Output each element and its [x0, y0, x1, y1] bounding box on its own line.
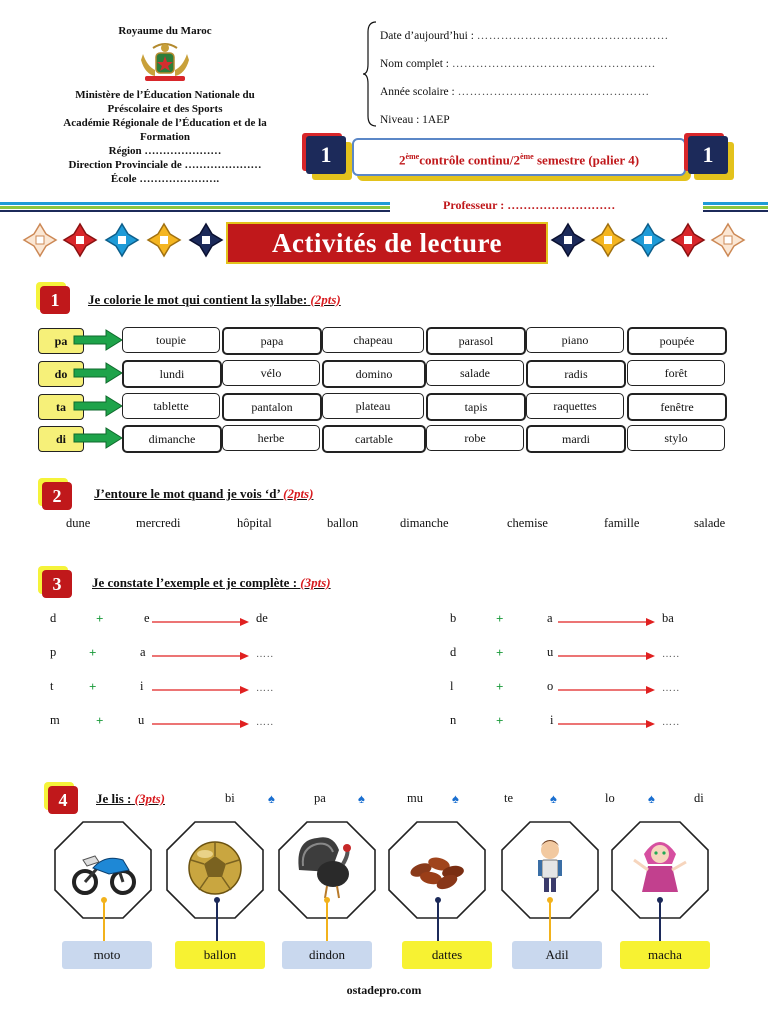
word-box[interactable]: piano	[526, 327, 624, 353]
test-number-right: 1	[688, 136, 728, 174]
consonant: m	[50, 713, 60, 727]
date-field[interactable]: …………………………………………	[476, 30, 669, 42]
section-2-title	[94, 486, 313, 502]
moroccan-emblem-icon	[135, 40, 195, 84]
vowel: e	[144, 611, 150, 625]
section-4-points: (3pts)	[134, 791, 165, 806]
consonant: d	[50, 611, 57, 625]
word-box[interactable]: robe	[426, 425, 524, 451]
read-syllable: te	[504, 791, 514, 805]
plus-sign: +	[89, 679, 97, 694]
circle-word[interactable]: hôpital	[237, 516, 272, 530]
word-label[interactable]: macha	[620, 941, 710, 969]
syllable-label: do	[38, 361, 84, 387]
connector-line	[428, 896, 448, 942]
plus-sign: +	[96, 713, 104, 728]
direction-line: Direction Provinciale de …………………	[68, 159, 262, 171]
name-label: Nom complet :	[380, 58, 449, 70]
ornament-icon	[550, 222, 586, 258]
connector-line	[207, 896, 227, 942]
vowel: u	[138, 713, 145, 727]
section-2-points: (2pts)	[283, 486, 314, 501]
answer-blank[interactable]: …..	[662, 683, 680, 694]
ornament-icon	[22, 222, 58, 258]
region-line: Région …………………	[108, 145, 222, 157]
academy-line-1: Académie Régionale de l’Éducation et de la	[63, 117, 267, 129]
read-syllable: mu	[407, 791, 423, 805]
footer-site: ostadepro.com	[346, 983, 422, 997]
word-box[interactable]: mardi	[526, 425, 626, 453]
ornament-icon	[590, 222, 626, 258]
consonant: t	[50, 679, 54, 693]
read-syllable: bi	[225, 791, 235, 805]
level-label: Niveau : 1AEP	[380, 114, 450, 126]
plus-sign: +	[496, 713, 504, 728]
red-arrow-icon	[558, 617, 656, 627]
ornament-icon	[630, 222, 666, 258]
word-box[interactable]: poupée	[627, 327, 727, 355]
plus-sign: +	[496, 679, 504, 694]
name-field[interactable]: ……………………………………………	[451, 58, 656, 70]
vowel: i	[550, 713, 554, 727]
section-3-instruction: Je constate l’exemple et je complète :	[92, 575, 298, 590]
ministry-line-1: Ministère de l’Éducation Nationale du	[75, 89, 255, 101]
banner-sup-1: ème	[405, 152, 420, 161]
consonant: d	[450, 645, 457, 659]
word-box[interactable]: toupie	[122, 327, 220, 353]
red-arrow-icon	[152, 617, 250, 627]
circle-word[interactable]: dune	[66, 516, 91, 530]
answer-blank[interactable]: …..	[662, 649, 680, 660]
section-4-instruction: Je lis :	[96, 791, 132, 806]
spade-icon: ♠	[550, 791, 557, 806]
circle-word[interactable]: dimanche	[400, 516, 449, 530]
read-syllable: di	[694, 791, 704, 805]
syllable-label: pa	[38, 328, 84, 354]
vowel: o	[547, 679, 554, 693]
word-box[interactable]: pantalon	[222, 393, 322, 421]
answer-blank[interactable]: …..	[256, 683, 274, 694]
red-arrow-icon	[152, 685, 250, 695]
word-box[interactable]: raquettes	[526, 393, 624, 419]
word-box[interactable]: salade	[426, 360, 524, 386]
green-arrow-icon	[72, 395, 124, 417]
word-box[interactable]: forêt	[627, 360, 725, 386]
consonant: b	[450, 611, 457, 625]
academy-line-2: Formation	[139, 131, 191, 143]
section-1-number: 1	[40, 286, 70, 314]
word-label[interactable]: ballon	[175, 941, 265, 969]
word-box[interactable]: lundi	[122, 360, 222, 388]
year-field[interactable]: …………………………………………	[457, 86, 650, 98]
ornament-icon	[104, 222, 140, 258]
kingdom-name: Royaume du Maroc	[118, 25, 212, 37]
word-box[interactable]: radis	[526, 360, 626, 388]
banner-text-end: semestre (palier 4)	[533, 152, 640, 168]
section-3-title	[92, 575, 331, 591]
plus-sign: +	[496, 611, 504, 626]
institution-header	[40, 24, 290, 186]
circle-word[interactable]: chemise	[507, 516, 548, 530]
ministry-line-2: Préscolaire et des Sports	[107, 103, 223, 115]
ornament-icon	[670, 222, 706, 258]
answer-blank[interactable]: …..	[256, 649, 274, 660]
word-box[interactable]: herbe	[222, 425, 320, 451]
read-syllable: pa	[314, 791, 326, 805]
syllable-label: ta	[38, 394, 84, 420]
word-label[interactable]: moto	[62, 941, 152, 969]
circle-word[interactable]: ballon	[327, 516, 359, 530]
ornament-icon	[710, 222, 746, 258]
spade-icon: ♠	[268, 791, 275, 806]
word-box[interactable]: parasol	[426, 327, 526, 355]
consonant: l	[450, 679, 454, 693]
vowel: a	[547, 611, 553, 625]
word-box[interactable]: dimanche	[122, 425, 222, 453]
teacher-field[interactable]: Professeur : ………………………	[443, 198, 616, 212]
circle-word[interactable]: famille	[604, 516, 640, 530]
ornament-icon	[188, 222, 224, 258]
school-line: École ………………….	[110, 173, 220, 185]
red-arrow-icon	[152, 651, 250, 661]
word-box[interactable]: chapeau	[322, 327, 424, 353]
test-banner	[352, 138, 686, 176]
section-2-number: 2	[42, 482, 72, 510]
spade-icon: ♠	[648, 791, 655, 806]
divider-left	[0, 202, 390, 212]
vowel: a	[140, 645, 146, 659]
section-3-points: (3pts)	[300, 575, 331, 590]
green-arrow-icon	[72, 329, 124, 351]
section-1-title	[88, 292, 341, 308]
plus-sign: +	[96, 611, 104, 626]
word-box[interactable]: cartable	[322, 425, 426, 453]
banner-ordinal: 2	[398, 152, 406, 168]
vowel: i	[140, 679, 144, 693]
banner-text-mid: contrôle continu/2	[419, 152, 520, 168]
banner-sup-2: ème	[519, 152, 534, 161]
green-arrow-icon	[72, 427, 124, 449]
plus-sign: +	[89, 645, 97, 660]
plus-sign: +	[496, 645, 504, 660]
word-label[interactable]: dattes	[402, 941, 492, 969]
circle-word[interactable]: salade	[694, 516, 726, 530]
consonant: n	[450, 713, 457, 727]
word-label[interactable]: dindon	[282, 941, 372, 969]
syllable-result: ba	[662, 611, 674, 625]
word-box[interactable]: papa	[222, 327, 322, 355]
year-label: Année scolaire :	[380, 86, 455, 98]
answer-blank[interactable]: …..	[256, 717, 274, 728]
student-info	[380, 22, 669, 134]
circle-word[interactable]: mercredi	[136, 516, 181, 530]
connector-line	[94, 896, 114, 942]
connector-line	[317, 896, 337, 942]
section-2-instruction: J’entoure le mot quand je vois ‘d’	[94, 486, 280, 501]
red-arrow-icon	[152, 719, 250, 729]
word-label[interactable]: Adil	[512, 941, 602, 969]
word-box[interactable]: plateau	[322, 393, 424, 419]
red-arrow-icon	[558, 685, 656, 695]
green-arrow-icon	[72, 362, 124, 384]
section-4-title	[96, 791, 165, 807]
section-1-points: (2pts)	[310, 292, 341, 307]
page-title: Activités de lecture	[226, 222, 548, 264]
curly-brace-icon	[362, 20, 378, 128]
divider-right	[703, 202, 768, 212]
word-box[interactable]: tapis	[426, 393, 526, 421]
connector-line	[540, 896, 560, 942]
connector-line	[650, 896, 670, 942]
test-number-left: 1	[306, 136, 346, 174]
spade-icon: ♠	[358, 791, 365, 806]
red-arrow-icon	[558, 651, 656, 661]
word-box[interactable]: fenêtre	[627, 393, 727, 421]
date-label: Date d’aujourd’hui :	[380, 30, 474, 42]
word-box[interactable]: tablette	[122, 393, 220, 419]
word-box[interactable]: domino	[322, 360, 426, 388]
section-3-number: 3	[42, 570, 72, 598]
section-4-number: 4	[48, 786, 78, 814]
syllable-result: de	[256, 611, 268, 625]
spade-icon: ♠	[452, 791, 459, 806]
word-box[interactable]: stylo	[627, 425, 725, 451]
answer-blank[interactable]: …..	[662, 717, 680, 728]
ornament-icon	[146, 222, 182, 258]
section-1-instruction: Je colorie le mot qui contient la syllabe:	[88, 292, 308, 307]
read-syllable: lo	[605, 791, 615, 805]
vowel: u	[547, 645, 554, 659]
syllable-label: di	[38, 426, 84, 452]
ornament-icon	[62, 222, 98, 258]
consonant: p	[50, 645, 57, 659]
word-box[interactable]: vélo	[222, 360, 320, 386]
red-arrow-icon	[558, 719, 656, 729]
